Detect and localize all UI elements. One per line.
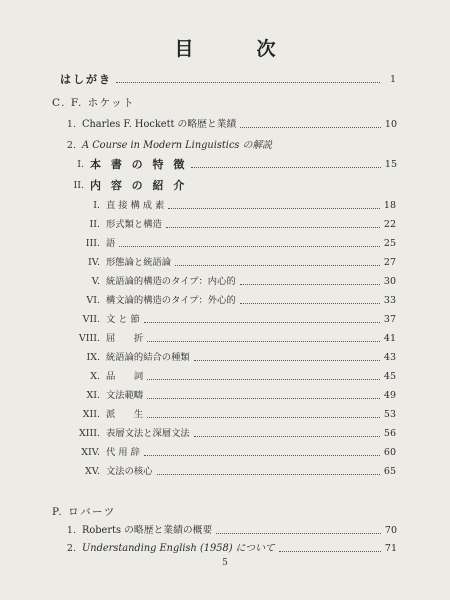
leader-dots [147, 416, 380, 418]
toc-subentry[interactable] [70, 370, 396, 384]
toc-subentry[interactable] [70, 199, 396, 213]
toc-page-number: 41 [383, 333, 396, 344]
leader-dots [144, 454, 380, 456]
toc-subentry[interactable] [70, 237, 396, 251]
toc-page-number: 37 [383, 314, 396, 325]
toc-page-number: 60 [383, 447, 396, 458]
toc-page-number: 22 [383, 219, 396, 230]
toc-subentry[interactable] [70, 408, 396, 422]
toc-page-number: 30 [383, 276, 396, 287]
toc-page-number: 15 [384, 159, 397, 170]
leader-dots [194, 435, 380, 437]
toc-page-number: 18 [383, 200, 396, 211]
toc-entry-number: VI. [86, 295, 100, 306]
toc-section-hockett [52, 96, 396, 110]
toc-entry-text: 形式類と構造 [106, 219, 162, 230]
toc-entry-number: IV. [88, 257, 100, 268]
toc-page-number: 43 [383, 352, 396, 363]
leader-dots [166, 226, 380, 228]
toc-entry-number: II. [73, 180, 84, 191]
toc-entry-number: II. [89, 219, 100, 230]
toc-subentry[interactable] [70, 446, 396, 460]
leader-dots [119, 245, 380, 247]
toc-entry-number: XIV. [81, 447, 100, 458]
toc-entry-text: 形態論と統語論 [106, 257, 172, 268]
toc-entry-number: XIII. [78, 428, 100, 439]
toc-entry-text: 内 容 の 紹 介 [90, 179, 188, 192]
toc-subentry[interactable] [70, 275, 396, 289]
toc-entry-text: 代 用 辞 [106, 447, 140, 458]
toc-page-number: 25 [383, 238, 396, 249]
leader-dots [147, 340, 380, 342]
toc-entry-text: 表層文法と深層文法 [106, 428, 190, 439]
toc-page-number: 65 [383, 466, 396, 477]
toc-entry-number: 1. [66, 119, 76, 130]
toc-entry-text: 直 接 構 成 素 [106, 200, 165, 211]
toc-entry-text: 文 と 節 [106, 314, 140, 325]
toc-entry-text: 文法の核心 [106, 466, 153, 477]
toc-entry-number: 2. [66, 140, 76, 151]
leader-dots [279, 550, 381, 552]
toc-entry[interactable] [62, 542, 397, 556]
toc-entry-text: 派 生 [106, 409, 144, 420]
page-number-footer: 5 [222, 558, 228, 568]
toc-entry[interactable] [62, 524, 397, 538]
toc-subentry[interactable] [70, 256, 396, 270]
toc-entry-text: C. F. ホケット [52, 97, 136, 109]
toc-entry[interactable] [62, 118, 397, 132]
toc-entry-text: Understanding English (1958) について [82, 543, 275, 554]
toc-subentry[interactable] [70, 389, 396, 403]
leader-dots [191, 166, 381, 168]
toc-entry-text: 統語論的結合の種類 [106, 352, 190, 363]
toc-entry-text: Charles F. Hockett の略歴と業績 [82, 119, 237, 130]
toc-entry[interactable] [70, 158, 397, 172]
toc-entry-number: IX. [86, 352, 100, 363]
leader-dots [168, 207, 380, 209]
toc-subentry[interactable] [70, 427, 396, 441]
leader-dots [147, 378, 380, 380]
toc-entry-text: 屈 折 [106, 333, 144, 344]
toc-section-roberts [52, 505, 396, 519]
toc-entry-number: I. [77, 159, 84, 170]
toc-page-number: 53 [383, 409, 396, 420]
toc-entry-text: 構文論的構造のタイプ：外心的 [106, 295, 236, 306]
toc-entry-preface[interactable] [60, 73, 396, 87]
toc-entry-number: XV. [85, 466, 100, 477]
toc-subentry[interactable] [70, 294, 396, 308]
toc-entry-text: 本 書 の 特 徴 [90, 158, 188, 171]
toc-entry[interactable] [70, 179, 397, 193]
toc-entry-number: III. [85, 238, 100, 249]
toc-page-number: 49 [383, 390, 396, 401]
toc-entry-number: XI. [86, 390, 100, 401]
toc-entry-number: X. [90, 371, 100, 382]
toc-entry-text: A Course in Modern Linguistics の解説 [82, 140, 272, 151]
toc-entry-number: I. [93, 200, 100, 211]
toc-entry[interactable] [62, 139, 397, 153]
toc-subentry[interactable] [70, 313, 396, 327]
toc-page-number: 10 [384, 119, 397, 130]
toc-page-number: 56 [383, 428, 396, 439]
toc-entry-number: VII. [82, 314, 100, 325]
leader-dots [194, 359, 380, 361]
toc-page-number: 33 [383, 295, 396, 306]
toc-entry-number: VIII. [78, 333, 100, 344]
toc-entry-number: 1. [66, 525, 76, 536]
toc-page-number: 71 [384, 543, 397, 554]
toc-entry-text: 統語論的構造のタイプ：内心的 [106, 276, 236, 287]
toc-entry-text: Roberts の略歴と業績の概要 [82, 525, 213, 536]
toc-entry-text: P. ロバーツ [52, 506, 116, 518]
toc-page-number: 70 [384, 525, 397, 536]
page-title: 目 次 [174, 38, 298, 60]
toc-subentry[interactable] [70, 351, 396, 365]
leader-dots [240, 126, 381, 128]
leader-dots [240, 302, 380, 304]
toc-entry-text: 文法範疇 [106, 390, 144, 401]
toc-entry-number: 2. [66, 543, 76, 554]
leader-dots [116, 81, 380, 83]
leader-dots [157, 473, 380, 475]
toc-entry-text: 語 [106, 238, 116, 249]
toc-entry-text: はしがき [60, 73, 112, 86]
toc-subentry[interactable] [70, 465, 396, 479]
toc-page-number: 45 [383, 371, 396, 382]
leader-dots [144, 321, 380, 323]
toc-subentry[interactable] [70, 218, 396, 232]
toc-entry-number: XII. [82, 409, 100, 420]
leader-dots [175, 264, 380, 266]
leader-dots [216, 532, 381, 534]
toc-entry-text: 品 詞 [106, 371, 144, 382]
toc-subentry[interactable] [70, 332, 396, 346]
toc-page-number: 27 [383, 257, 396, 268]
leader-dots [147, 397, 380, 399]
leader-dots [240, 283, 380, 285]
toc-page-number: 1 [389, 74, 396, 85]
toc-entry-number: V. [91, 276, 100, 287]
